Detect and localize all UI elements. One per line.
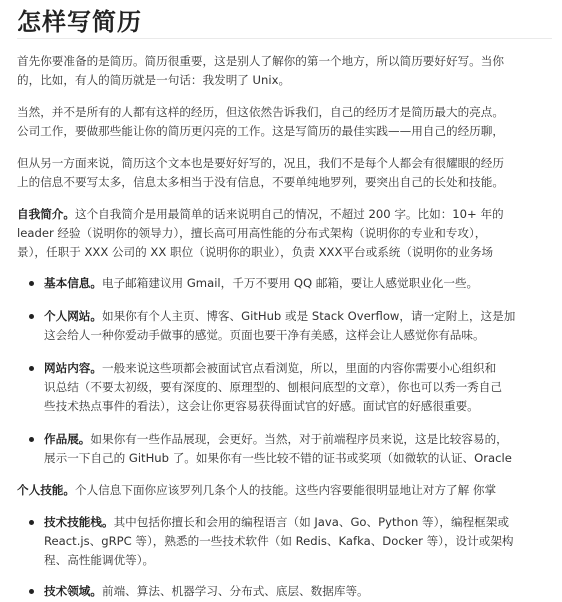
list-item-tech-stack — [44, 514, 509, 530]
paragraph-text: 这个自我简介是用最简单的话来说明自己的情况，不超过 200 字。比如：10+ 年的 — [74, 207, 504, 221]
list-item-text: 一般来说这些项都会被面试官点看浏览，所以，里面的内容你需要小心组织和 — [101, 361, 497, 375]
skills-paragraph — [17, 482, 496, 498]
list-item-label: 个人网站。 — [44, 309, 102, 323]
paragraph-line: 但从另一方面来说，简历这个文本也是要好好写的，况且，我们不是每个人都会有很耀眼的经历 — [17, 156, 504, 170]
list-item-tech-domains — [44, 583, 369, 599]
list-item-basic-info — [44, 275, 478, 291]
list-item-website-content — [44, 360, 496, 376]
list-item-label: 技术技能栈。 — [44, 515, 114, 529]
list-item-line: 些技术热点事件的看法），这会让你更容易获得面试官的好感。面试官的好感很重要。 — [44, 399, 479, 413]
list-item-text: 其中包括你擅长和会用的编程语言（如 Java、Go、Python 等），编程框架或 — [113, 515, 509, 529]
bullet-dot — [29, 520, 34, 525]
self-intro-label: 自我简介。 — [17, 207, 75, 221]
paragraph-line: 景），任职于 XXX 公司的 XX 职位（说明你的职业），负责 XXX平台或系统（说明你的业务场 — [17, 245, 494, 259]
list-item-label: 技术领域。 — [44, 584, 102, 598]
paragraph-line: 首先你要准备的是简历。简历很重要，这是别人了解你的第一个地方，所以简历要好好写。当你 — [17, 54, 504, 68]
bullet-dot — [29, 366, 34, 371]
list-item-line: React.js、gRPC 等），熟悉的一些技术软件（如 Redis、Kafka、Docker 等），设计或架构 — [44, 534, 514, 548]
list-item-text: 前端、算法、机器学习、分布式、底层、数据库等。 — [101, 584, 369, 598]
list-item-text: 电子邮箱建议用 Gmail，千万不要用 QQ 邮箱，要让人感觉职业化一些。 — [101, 276, 479, 290]
list-item-label: 基本信息。 — [44, 276, 102, 290]
title-divider — [17, 38, 552, 39]
paragraph-line: 的，比如，有人的简历就是一句话：我发明了 Unix。 — [17, 73, 291, 87]
paragraph-line: 当然，并不是所有的人都有这样的经历，但这依然告诉我们，自己的经历才是简历最大的亮点。 — [17, 105, 504, 119]
paragraph-line: leader 经验（说明你的领导力），擅长高可用高性能的分布式架构（说明你的专业和专攻）， — [17, 226, 487, 240]
list-item-line: 展示一下自己的 GitHub 了。如果你有一些比较不错的证书或奖项（如微软的认证、Oracle — [44, 451, 512, 465]
paragraph-line: 公司工作，要做那些能让你的简历更闪亮的工作。这是写简历的最佳实践——用自己的经历聊， — [17, 124, 504, 138]
list-item-line: 这会给人一种你爱动手做事的感觉。页面也要干净有美感，这样会让人感觉你有品味。 — [44, 328, 485, 342]
list-item-portfolio — [44, 431, 508, 447]
list-item-text: 如果你有个人主页、博客、GitHub 或是 Stack Overflow，请一定附上，这是加 — [101, 309, 516, 323]
list-item-personal-website — [44, 308, 515, 324]
bullet-dot — [29, 437, 34, 442]
list-item-label: 网站内容。 — [44, 361, 102, 375]
bullet-dot — [29, 314, 34, 319]
paragraph-line: 上的信息不要写太多，信息太多相当于没有信息，不要单纯地罗列，要突出自己的长处和技能。 — [17, 175, 504, 189]
list-item-line: 识总结（不要太初级，要有深度的、原理型的、刨根问底型的文章），你也可以秀一秀自己 — [44, 380, 502, 394]
bullet-dot — [29, 281, 34, 286]
page-title: 怎样写简历 — [17, 8, 142, 36]
self-intro-paragraph — [17, 206, 504, 222]
bullet-dot — [29, 589, 34, 594]
list-item-label: 作品展。 — [44, 432, 91, 446]
skills-label: 个人技能。 — [17, 483, 75, 497]
list-item-text: 如果你有一些作品展现，会更好。当然，对于前端程序员来说，这是比较容易的， — [90, 432, 508, 446]
list-item-line: 程、高性能调优等）。 — [44, 553, 155, 567]
paragraph-text: 个人信息下面你应该罗列几条个人的技能。这些内容要能很明显地让对方了解 你掌 — [74, 483, 497, 497]
